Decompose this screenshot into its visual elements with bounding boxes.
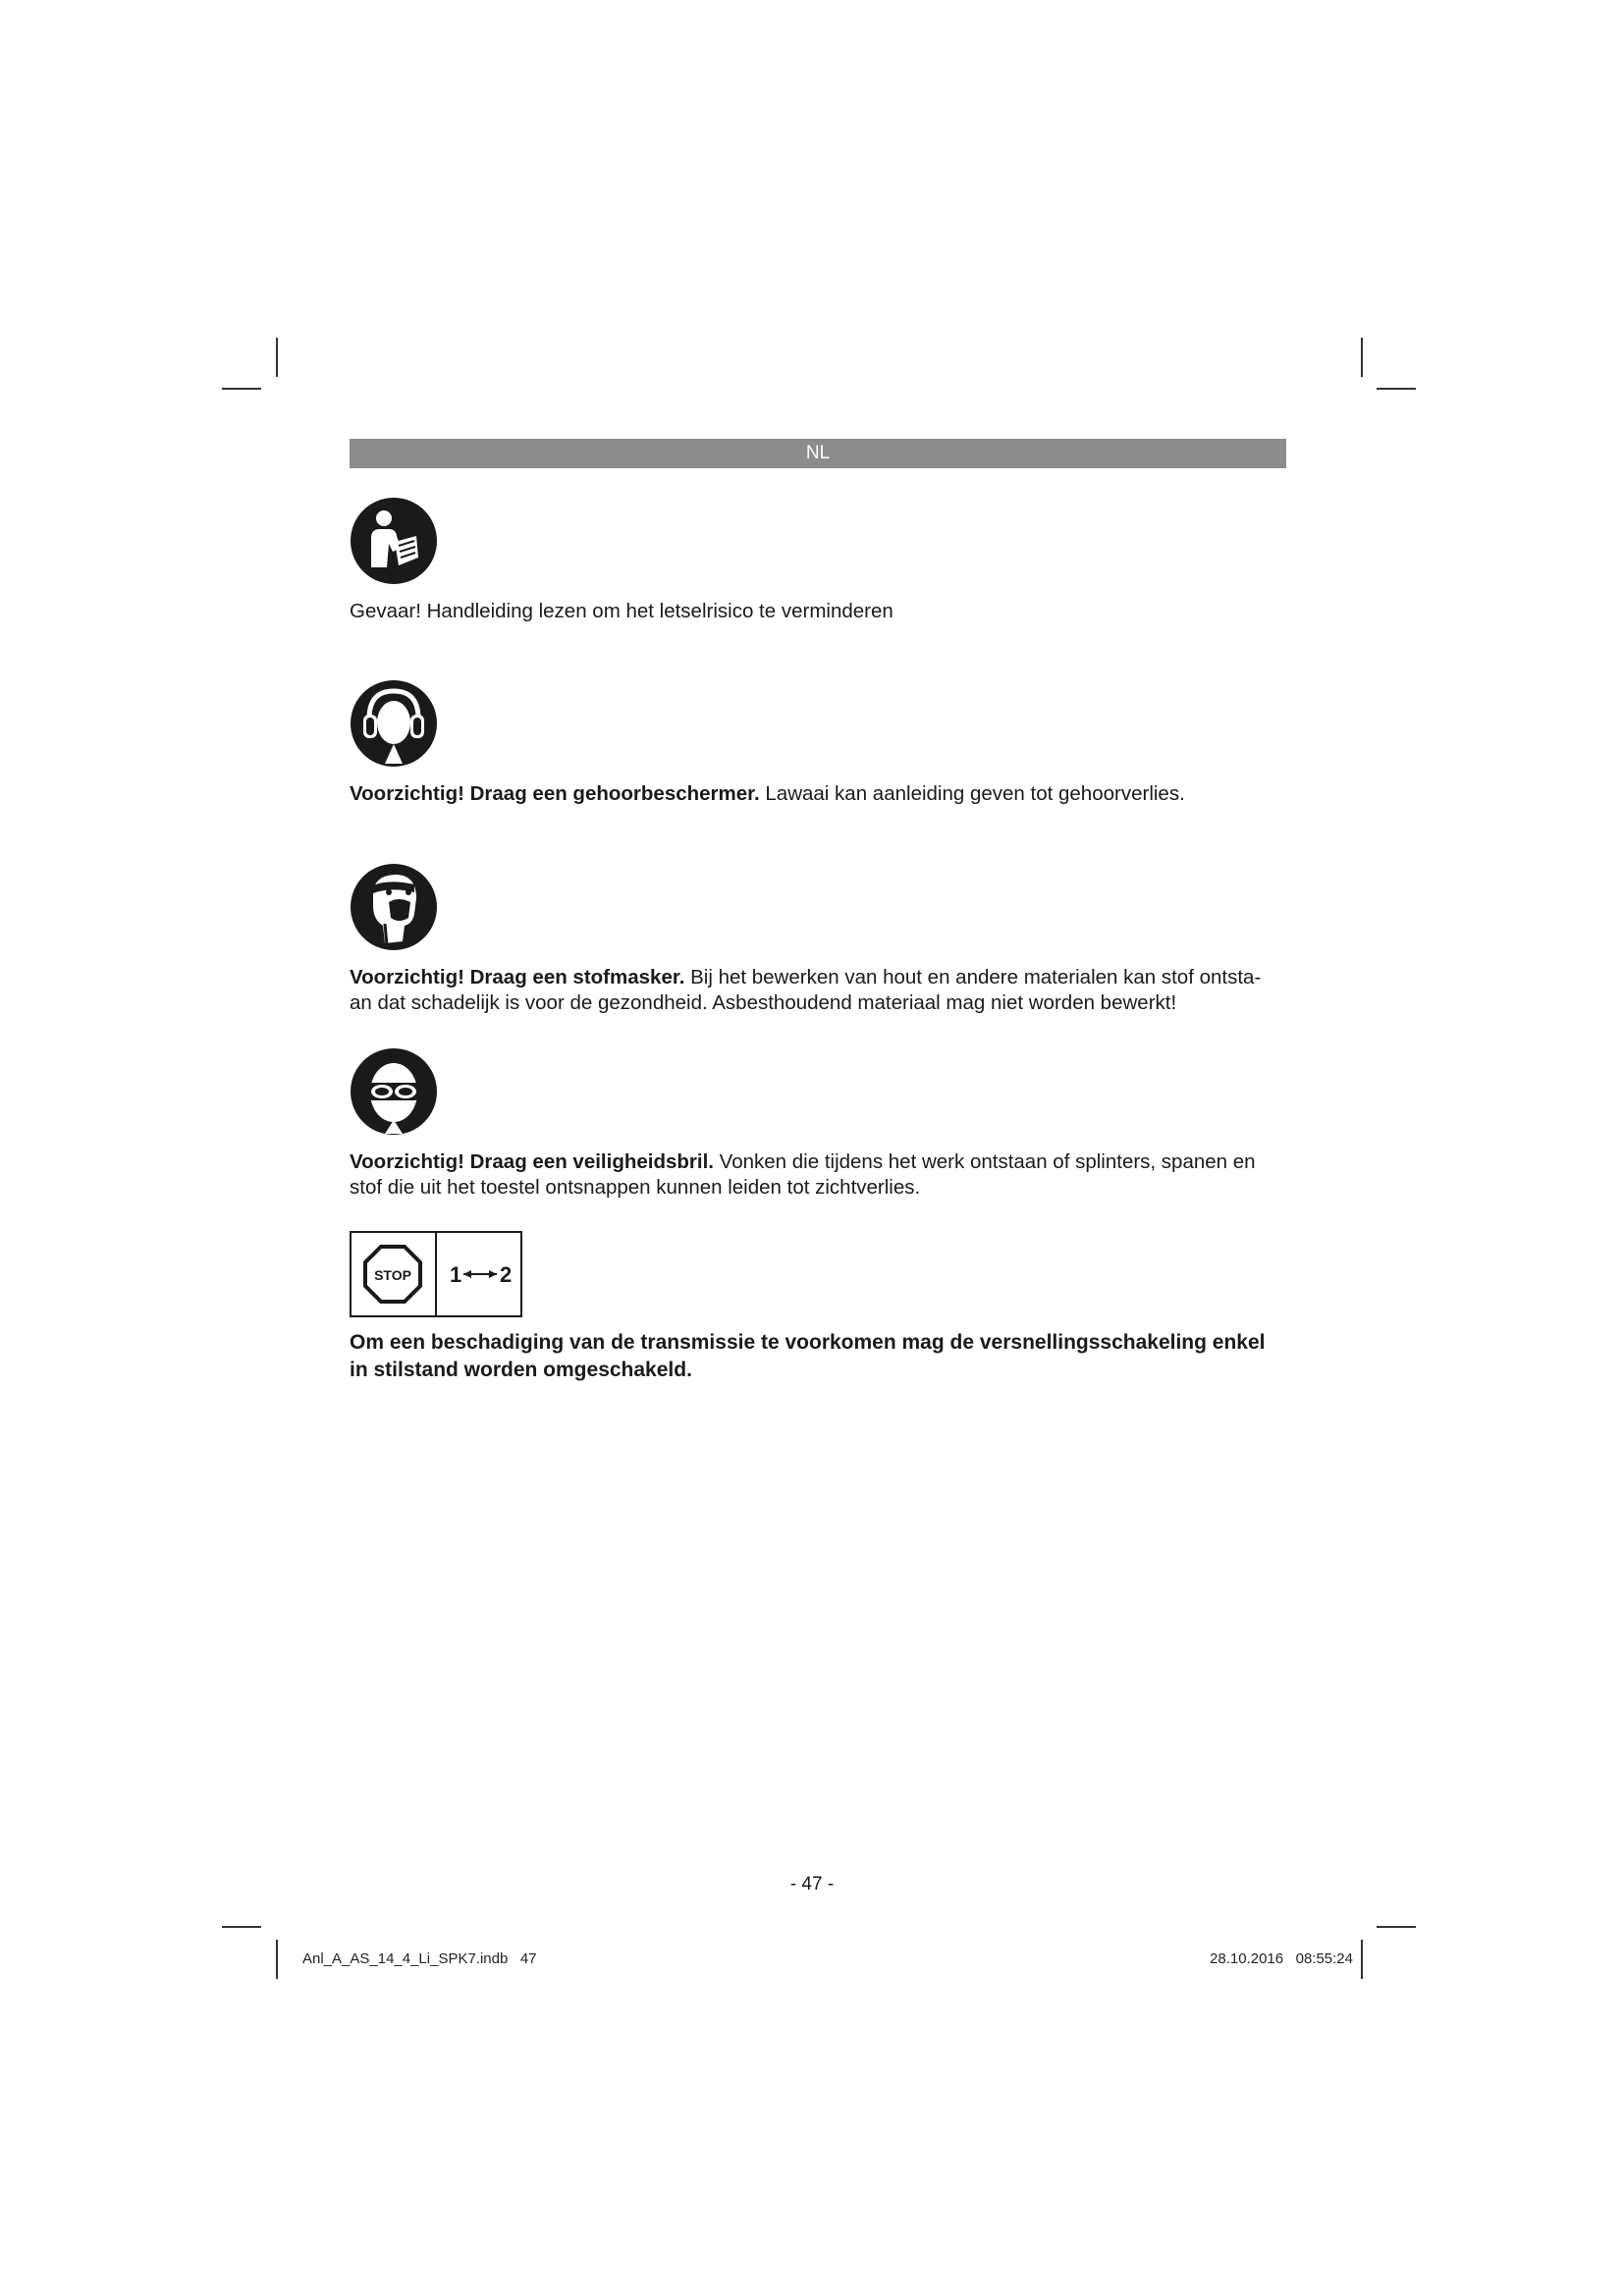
gear-from-label: 1 (450, 1262, 462, 1287)
ear-protection-icon (350, 679, 438, 768)
warning-text (350, 599, 1292, 624)
read-manual-icon (350, 497, 438, 585)
warning-bold: Voorzichtig! Draag een gehoorbeschermer. (350, 782, 760, 805)
file-name: Anl_A_AS_14_4_Li_SPK7.indb 47 (302, 1950, 537, 1967)
warning-body: Bij het bewerken van hout en andere materialen kan stof ontsta- (684, 966, 1262, 988)
stop-gear-switch-icon (350, 1231, 522, 1317)
warning-text (350, 1149, 1292, 1201)
crop-mark (222, 388, 261, 390)
warning-bold: Voorzichtig! Draag een stofmasker. (350, 966, 685, 988)
warning-section-safety-goggles (350, 1047, 1292, 1201)
gear-to-label: 2 (500, 1262, 513, 1287)
crop-mark (276, 1940, 278, 1979)
print-timestamp: 28.10.2016 08:55:24 (1210, 1950, 1353, 1967)
warning-text (350, 781, 1292, 807)
warning-bold: Om een beschadiging van de transmissie te voorkomen mag de versnellingsschakeling enkel (350, 1331, 1266, 1354)
crop-mark (1377, 388, 1416, 390)
language-header-bar: NL (350, 439, 1286, 468)
page-number: - 47 - (789, 1874, 835, 1895)
warning-body: Vonken die tijdens het werk ontstaan of splinters, spanen en (713, 1150, 1256, 1173)
warning-section-dust-mask (350, 863, 1292, 1016)
warning-body-cont: stof die uit het toestel ontsnappen kunnen leiden tot zichtverlies. (350, 1176, 921, 1199)
warning-body-cont: an dat schadelijk is voor de gezondheid. Asbesthoudend materiaal mag niet worden bewerkt! (350, 991, 1177, 1014)
warning-section-gear-switch (350, 1231, 1292, 1384)
dust-mask-icon (350, 863, 438, 951)
safety-goggles-icon (350, 1047, 438, 1136)
warning-section-ear-protection (350, 679, 1292, 807)
warning-text (350, 1329, 1292, 1384)
stop-label: STOP (374, 1267, 411, 1283)
warning-section-read-manual (350, 497, 1292, 624)
crop-mark (222, 1926, 261, 1928)
crop-mark (276, 338, 278, 377)
warning-bold: Voorzichtig! Draag een veiligheidsbril. (350, 1150, 714, 1173)
crop-mark (1361, 338, 1363, 377)
warning-body: Lawaai kan aanleiding geven tot gehoorverlies. (759, 782, 1185, 805)
warning-bold-cont: in stilstand worden omgeschakeld. (350, 1359, 692, 1381)
warning-body: Gevaar! Handleiding lezen om het letselrisico te verminderen (350, 600, 893, 622)
crop-mark (1361, 1940, 1363, 1979)
crop-mark (1377, 1926, 1416, 1928)
warning-text (350, 965, 1292, 1016)
